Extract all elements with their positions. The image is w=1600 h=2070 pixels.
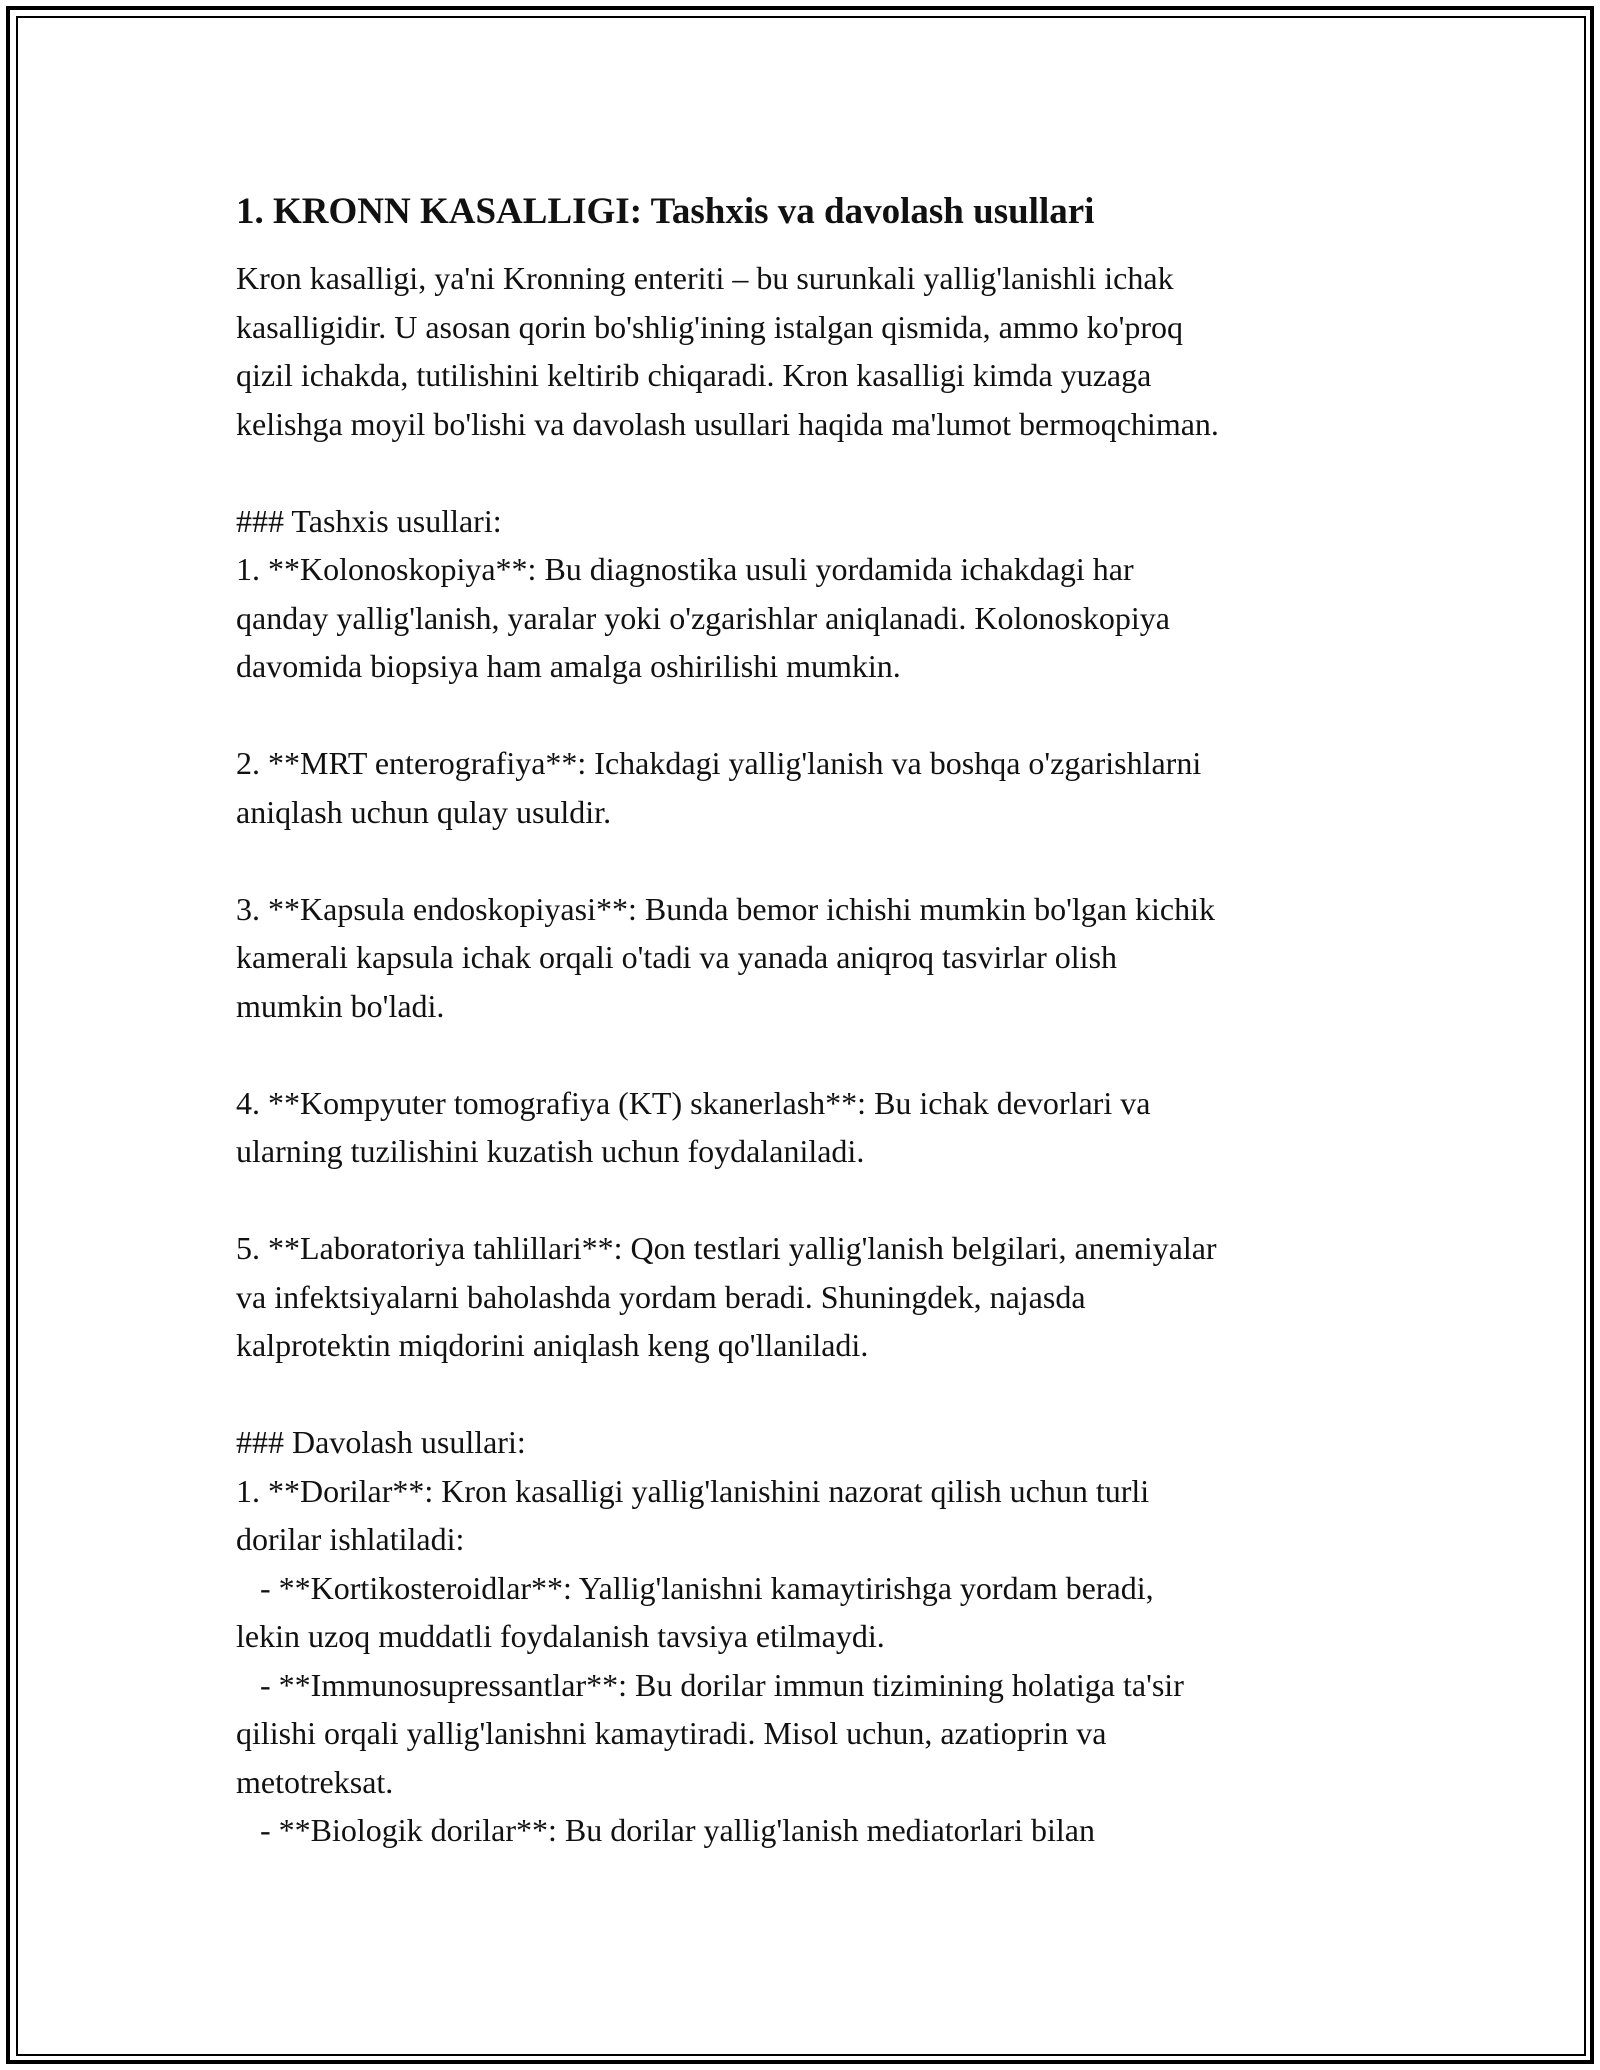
text-line: kasalligidir. U asosan qorin bo'shlig'ining istalgan qismida, ammo ko'proq	[236, 308, 1183, 345]
text-line: ### Davolash usullari:	[236, 1424, 526, 1460]
text-line: kamerali kapsula ichak orqali o'tadi va yanada aniqroq tasvirlar olish	[236, 939, 1118, 975]
text-line: qizil ichakda, tutilishini keltirib chiqaradi. Kron kasalligi kimda yuzaga	[236, 357, 1152, 393]
text-line: 5. **Laboratoriya tahlillari**: Qon testlari yallig'lanish belgilari, anemiyalar	[236, 1230, 1217, 1266]
document-text	[236, 254, 1386, 1855]
text-line: va infektsiyalarni baholashda yordam beradi. Shuningdek, najasda	[236, 1278, 1086, 1315]
text-line: lekin uzoq muddatli foydalanish tavsiya etilmaydi.	[236, 1618, 885, 1654]
text-line: davomida biopsiya ham amalga oshirilishi mumkin.	[236, 648, 901, 684]
blank-line	[236, 691, 1386, 740]
blank-line	[236, 836, 1386, 885]
blank-line	[236, 1176, 1386, 1225]
text-line: 1. **Kolonoskopiya**: Bu diagnostika usuli yordamida ichakdagi har	[236, 551, 1134, 587]
text-line: 3. **Kapsula endoskopiyasi**: Bunda bemor ichishi mumkin bo'lgan kichik	[236, 890, 1215, 927]
text-line: 4. **Kompyuter tomografiya (KT) skanerlash**: Bu ichak devorlari va	[236, 1084, 1151, 1121]
text-line: - **Kortikosteroidlar**: Yallig'lanishni kamaytirishga yordam beradi,	[236, 1569, 1154, 1606]
text-line: metotreksat.	[236, 1763, 394, 1800]
text-line: 1. **Dorilar**: Kron kasalligi yallig'lanishini nazorat qilish uchun turli	[236, 1472, 1150, 1509]
text-line: aniqlash uchun qulay usuldir.	[236, 793, 612, 830]
text-line: - **Biologik dorilar**: Bu dorilar yallig'lanish mediatorlari bilan	[236, 1812, 1095, 1848]
document-body	[236, 186, 1386, 1855]
text-line: ularning tuzilishini kuzatish uchun foydalaniladi.	[236, 1133, 865, 1169]
blank-line	[236, 1370, 1386, 1419]
document-title: 1. KRONN KASALLIGI: Tashxis va davolash usullari	[236, 191, 1095, 232]
text-line: dorilar ishlatiladi:	[236, 1521, 465, 1557]
text-line: Kron kasalligi, ya'ni Kronning enteriti – bu surunkali yallig'lanishli ichak	[236, 260, 1174, 296]
text-line: kalprotektin miqdorini aniqlash keng qo'llaniladi.	[236, 1327, 869, 1363]
text-line: ### Tashxis usullari:	[236, 502, 502, 539]
text-line: - **Immunosupressantlar**: Bu dorilar immun tizimining holatiga ta'sir	[236, 1666, 1184, 1703]
blank-line	[236, 1030, 1386, 1079]
text-line: kelishga moyil bo'lishi va davolash usullari haqida ma'lumot bermoqchiman.	[236, 405, 1219, 442]
text-line: qilishi orqali yallig'lanishni kamaytiradi. Misol uchun, azatioprin va	[236, 1715, 1107, 1751]
text-line: 2. **MRT enterografiya**: Ichakdagi yallig'lanish va boshqa o'zgarishlarni	[236, 745, 1202, 781]
text-line: qanday yallig'lanish, yaralar yoki o'zgarishlar aniqlanadi. Kolonoskopiya	[236, 599, 1170, 636]
text-line: mumkin bo'ladi.	[236, 987, 445, 1024]
blank-line	[236, 448, 1386, 497]
